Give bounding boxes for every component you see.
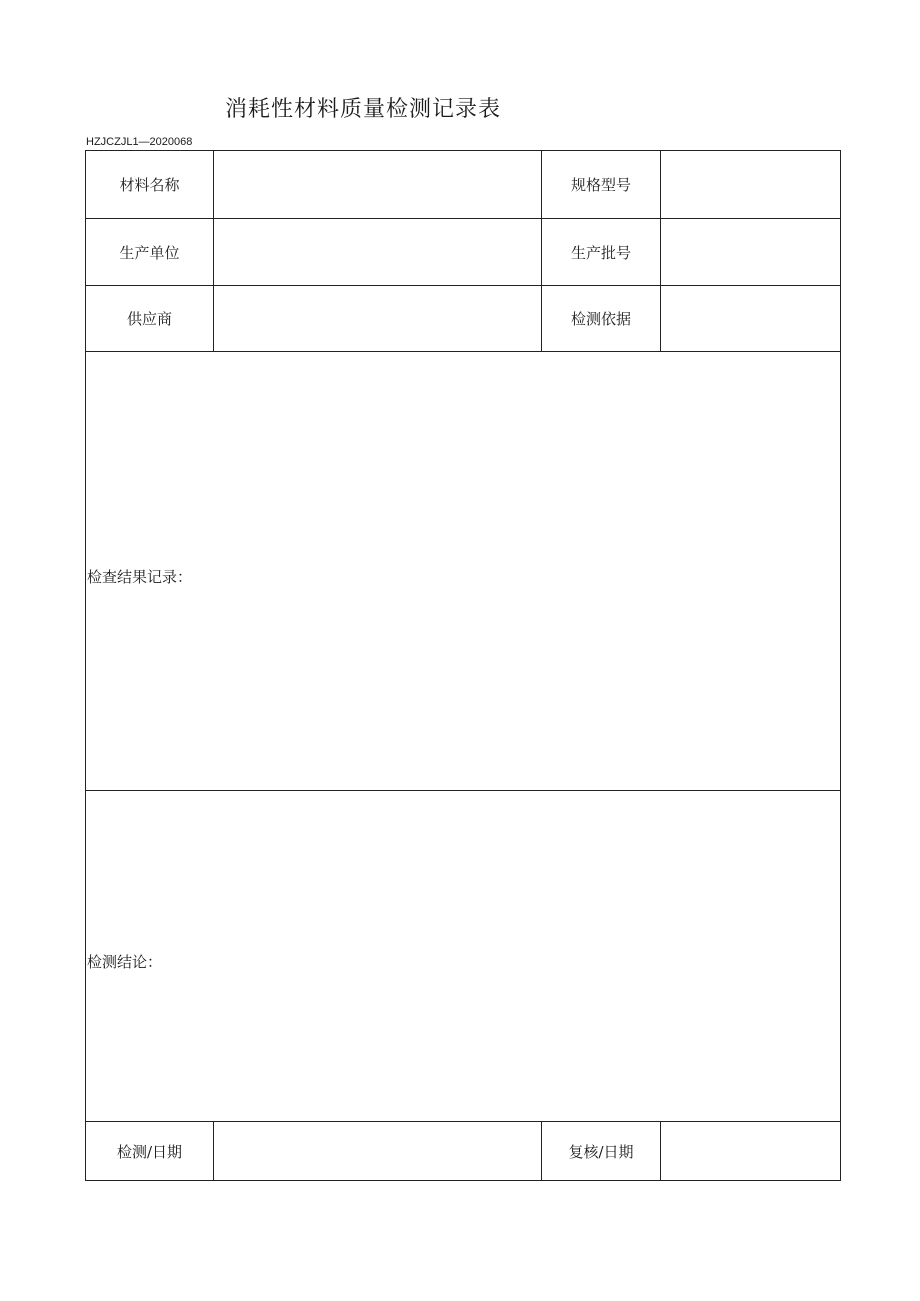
test-basis-field[interactable] bbox=[661, 286, 841, 352]
form-row-signoff bbox=[86, 1122, 841, 1181]
manufacturer-field[interactable] bbox=[214, 219, 542, 286]
spec-model-label: 规格型号 bbox=[542, 151, 661, 219]
form-row-conclusion bbox=[86, 791, 841, 1122]
reviewer-date-field[interactable] bbox=[661, 1122, 841, 1181]
batch-no-label: 生产批号 bbox=[542, 219, 661, 286]
material-name-label: 材料名称 bbox=[86, 151, 214, 219]
inspection-record-label: 检查结果记录： bbox=[87, 567, 193, 586]
conclusion-area[interactable] bbox=[86, 791, 841, 1122]
conclusion-label: 检测结论： bbox=[87, 952, 163, 971]
material-name-field[interactable] bbox=[214, 151, 542, 219]
inspection-record-area[interactable] bbox=[86, 352, 841, 791]
record-form-table bbox=[85, 150, 841, 1181]
form-row-material bbox=[86, 151, 841, 219]
form-row-inspection-record bbox=[86, 352, 841, 791]
supplier-field[interactable] bbox=[214, 286, 542, 352]
reviewer-date-label: 复核/日期 bbox=[542, 1122, 661, 1181]
form-code: HZJCZJL1—2020068 bbox=[86, 136, 193, 148]
supplier-label: 供应商 bbox=[86, 286, 214, 352]
test-basis-label: 检测依据 bbox=[542, 286, 661, 352]
spec-model-field[interactable] bbox=[661, 151, 841, 219]
tester-date-label: 检测/日期 bbox=[86, 1122, 214, 1181]
form-row-supplier bbox=[86, 286, 841, 352]
form-row-manufacturer bbox=[86, 219, 841, 286]
document-title: 消耗性材料质量检测记录表 bbox=[225, 97, 502, 122]
tester-date-field[interactable] bbox=[214, 1122, 542, 1181]
batch-no-field[interactable] bbox=[661, 219, 841, 286]
manufacturer-label: 生产单位 bbox=[86, 219, 214, 286]
